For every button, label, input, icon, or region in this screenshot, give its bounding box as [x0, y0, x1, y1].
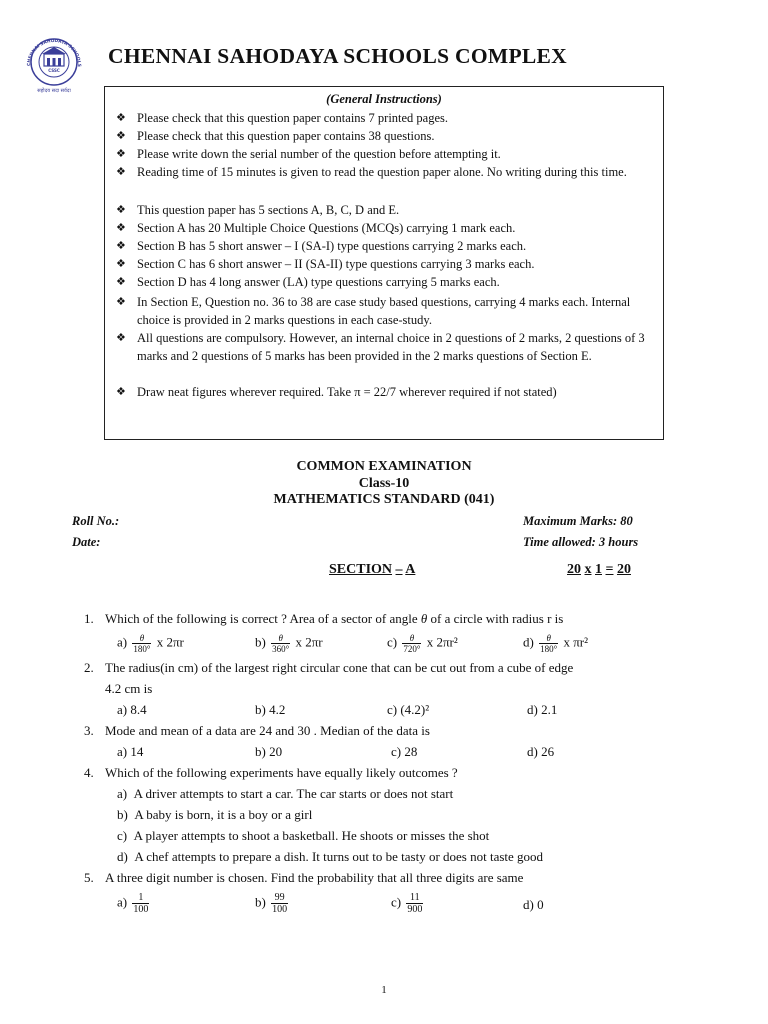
option-a: a) $\frac{\theta}{180^\circ}$ x 2πr [117, 633, 184, 654]
option-a: a) 14 [117, 744, 144, 759]
instruction-item: ❖ All questions are compulsory. However, an internal choice in 2 questions of 2 marks, 2 questions of 3 marks and 2 questions of 5 marks has been provided in the 2 marks questions of Section E. [116, 331, 645, 364]
instruction-item: ❖ Please check that this question paper contains 38 questions. [137, 127, 649, 145]
question-text: The radius(in cm) of the largest right circular cone that can be cut out from a cube of edge [105, 660, 574, 675]
svg-text:CHENNAI SAHODAYA SCHOOLS COMPL: CHENNAI SAHODAYA SCHOOLS [26, 38, 82, 67]
option-b: b) 4.2 [255, 702, 286, 717]
roll-no-label: Roll No.: [72, 514, 120, 528]
section-heading: SECTION – A [329, 562, 416, 577]
bullet-icon: ❖ [116, 240, 126, 252]
instruction-item: ❖ Section D has 4 long answer (LA) type questions carrying 5 marks each. [137, 273, 649, 291]
exam-class: Class-10 [358, 476, 410, 491]
bullet-icon: ❖ [116, 130, 126, 142]
max-marks-label: Maximum Marks: 80 [523, 514, 633, 528]
question-text: Which of the following experiments have equally likely outcomes ? [105, 765, 458, 780]
question-text: Which of the following is correct ? Area of a sector of angle θ of a circle with radius r is [105, 611, 564, 626]
instruction-item: ❖ Please write down the serial number of the question before attempting it. [137, 145, 649, 163]
time-allowed-label: Time allowed: 3 hours [523, 535, 639, 549]
option-d: d) 26 [527, 744, 555, 759]
option-c: c) A player attempts to shoot a basketball. He shoots or misses the shot [117, 828, 490, 843]
instruction-item: ❖ Reading time of 15 minutes is given to read the question paper alone. No writing during this time. [137, 163, 649, 181]
instruction-item: ❖ In Section E, Question no. 36 to 38 are case study based questions, carrying 4 marks each. Internal choice is provided in 2 marks questions in each case-study. [116, 295, 631, 328]
question-text: A three digit number is chosen. Find the probability that all three digits are same [105, 870, 524, 885]
school-emblem-icon [24, 36, 84, 96]
option-d: d) $\frac{\theta}{180^\circ}$ x πr² [523, 633, 588, 654]
option-b: b) $\frac{\theta}{360^\circ}$ x 2πr [255, 633, 323, 654]
question-number: 5. [84, 870, 94, 885]
bullet-icon: ❖ [116, 332, 126, 344]
instruction-item: ❖ This question paper has 5 sections A, B, C, D and E. [137, 201, 649, 219]
option-a: a) $\frac{1}{100}$ [117, 892, 149, 915]
option-b: b) $\frac{99}{100}$ [255, 892, 288, 915]
option-b: b) 20 [255, 744, 283, 759]
question-text: Mode and mean of a data are 24 and 30 . Median of the data is [105, 723, 430, 738]
question-number: 4. [84, 765, 94, 780]
svg-text:CSSC: CSSC [48, 68, 60, 73]
option-a: a) 8.4 [117, 702, 147, 717]
option-d: d) A chef attempts to prepare a dish. It turns out to be tasty or does not taste good [117, 849, 544, 864]
instruction-item: ❖ Section A has 20 Multiple Choice Questions (MCQs) carrying 1 mark each. [137, 219, 649, 237]
section-marks: 20 x 1 = 20 [567, 562, 631, 577]
question-text-continued: 4.2 cm is [105, 681, 153, 696]
instruction-item: ❖ Draw neat figures wherever required. Take π = 22/7 wherever required if not stated) [137, 383, 649, 401]
option-c: c) $\frac{\theta}{720^\circ}$ x 2πr² [387, 633, 458, 654]
date-label: Date: [72, 535, 101, 549]
bullet-icon: ❖ [116, 276, 126, 288]
option-b: b) A baby is born, it is a boy or a girl [117, 807, 313, 822]
instruction-item: ❖ Section C has 6 short answer – II (SA-II) type questions carrying 3 marks each. [137, 255, 649, 273]
option-a: a) A driver attempts to start a car. The car starts or does not start [117, 786, 454, 801]
option-d: d) 0 [523, 897, 544, 912]
school-name: CHENNAI SAHODAYA SCHOOLS COMPLEX [108, 44, 567, 68]
option-c: c) (4.2)² [387, 702, 430, 717]
bullet-icon: ❖ [116, 166, 126, 178]
option-c: c) 28 [391, 744, 418, 759]
bullet-icon: ❖ [116, 296, 126, 308]
bullet-icon: ❖ [116, 204, 126, 216]
question-number: 1. [84, 611, 94, 626]
page-number: 1 [381, 984, 387, 996]
option-d: d) 2.1 [527, 702, 558, 717]
svg-text:सहोदय सदा सर्वदा: सहोदय सदा सर्वदा [37, 88, 71, 94]
bullet-icon: ❖ [116, 222, 126, 234]
question-number: 3. [84, 723, 94, 738]
question-number: 2. [84, 660, 94, 675]
exam-subject: MATHEMATICS STANDARD (041) [273, 492, 495, 507]
option-c: c) $\frac{11}{900}$ [391, 892, 423, 915]
exam-title: COMMON EXAMINATION [296, 459, 472, 474]
bullet-icon: ❖ [116, 148, 126, 160]
instruction-item: ❖ Section B has 5 short answer – I (SA-I) type questions carrying 2 marks each. [137, 237, 649, 255]
bullet-icon: ❖ [116, 386, 126, 398]
instruction-item: ❖ Please check that this question paper contains 7 printed pages. [137, 109, 649, 127]
bullet-icon: ❖ [116, 112, 126, 124]
general-instructions-box [104, 86, 664, 440]
instructions-title: (General Instructions) [326, 92, 442, 106]
bullet-icon: ❖ [116, 258, 126, 270]
